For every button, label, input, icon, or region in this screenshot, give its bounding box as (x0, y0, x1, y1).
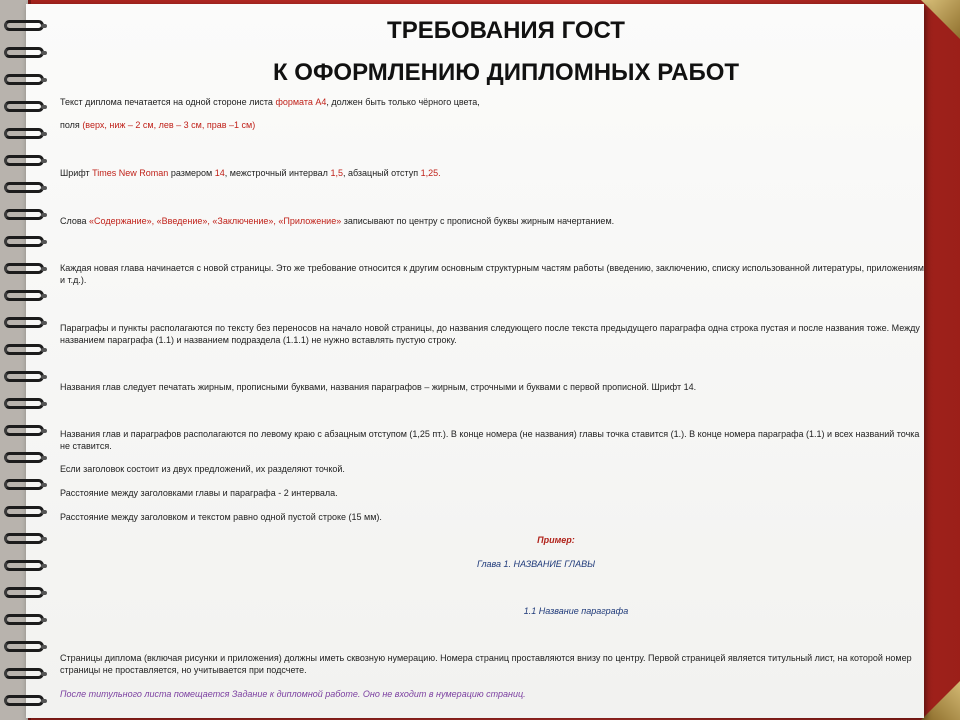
text: , межстрочный интервал (224, 168, 331, 178)
text: , должен быть только чёрного цвета, (326, 97, 480, 107)
highlight: Times New Roman (92, 168, 169, 178)
binding-ring (4, 506, 44, 517)
corner-tab-top (921, 0, 960, 42)
binding-ring (4, 20, 44, 31)
paragraph-format (60, 96, 900, 108)
text: поля (60, 120, 83, 130)
binding-ring (4, 371, 44, 382)
binding-ring (4, 398, 44, 409)
paragraph-spacing-text: Расстояние между заголовком и текстом равно одной пустой строке (15 мм). (60, 512, 382, 522)
highlight: 1,25. (420, 168, 441, 178)
text: размером (168, 168, 215, 178)
text: Шрифт (60, 168, 93, 178)
text: Слова (60, 216, 90, 226)
paragraph-headings (60, 215, 900, 227)
corner-tab-bottom (921, 678, 960, 720)
binding-ring (4, 236, 44, 247)
binding-ring (4, 695, 44, 706)
example-paragraph: 1.1 Название параграфа (523, 606, 629, 616)
binding-ring (4, 533, 44, 544)
paragraph-margins (60, 119, 900, 131)
binding-ring (4, 128, 44, 139)
paragraph-font (60, 167, 900, 179)
binding-ring (4, 155, 44, 166)
example-chapter: Глава 1. НАЗВАНИЕ ГЛАВЫ (476, 559, 596, 569)
binding-ring (4, 47, 44, 58)
page-title-line1: ТРЕБОВАНИЯ ГОСТ (387, 17, 625, 44)
text: Текст диплома печатается на одной стороне листа (60, 97, 276, 107)
binding-ring (4, 479, 44, 490)
paragraph-sections: Параграфы и пункты располагаются по тексту без переносов на начало новой страницы, до названия следующего после текста предыдущего параграфа одна строка пустая и после названия тоже. Между названием параграфа (1.1) и названием подраздела (1.1.1) не нужно вставлять пустую строку. (60, 323, 920, 345)
binding-ring (4, 317, 44, 328)
binding-ring (4, 344, 44, 355)
highlight: «Содержание», «Введение», «Заключение», «Приложение» (89, 216, 342, 226)
binding-ring (4, 209, 44, 220)
paragraph-title-style: Названия глав следует печатать жирным, прописными буквами, названия параграфов – жирным, строчными и буквами с первой прописной. Шрифт 14. (60, 382, 697, 392)
text: , абзацный отступ (342, 168, 421, 178)
example-label: Пример: (537, 535, 575, 545)
page-title-line2: К ОФОРМЛЕНИЮ ДИПЛОМНЫХ РАБОТ (272, 59, 740, 86)
text: записывают по центру с прописной буквы жирным начертанием. (341, 216, 615, 226)
highlight: формата А4 (275, 97, 327, 107)
binding-ring (4, 614, 44, 625)
binding-ring (4, 182, 44, 193)
binding-ring (4, 101, 44, 112)
binding-ring (4, 587, 44, 598)
spiral-binding (0, 0, 48, 720)
binding-ring (4, 452, 44, 463)
paragraph-assignment-note: После титульного листа помещается Задание к дипломной работе. Оно не входит в нумерацию страниц. (60, 689, 526, 699)
paragraph-two-sentences: Если заголовок состоит из двух предложений, их разделяют точкой. (60, 464, 345, 474)
binding-ring (4, 74, 44, 85)
notebook-page (26, 4, 924, 718)
paragraph-spacing-chapter: Расстояние между заголовками главы и параграфа - 2 интервала. (60, 488, 338, 498)
binding-ring (4, 425, 44, 436)
highlight: 14 (214, 168, 225, 178)
highlight: 1,5 (330, 168, 343, 178)
paragraph-title-position: Названия глав и параграфов располагаются по левому краю с абзацным отступом (1,25 пт.). В конце номера (не названия) главы точка ставится (1.). В конце номера параграфа (1.1) и всех названий точка не ставится. (60, 429, 920, 451)
paragraph-numbering: Страницы диплома (включая рисунки и приложения) должны иметь сквозную нумерацию. Номера страниц проставляются внизу по центру. Первой страницей является титульный лист, на которой номер страницы не проставляется, но учитывается при подсчете. (60, 653, 912, 675)
highlight: (верх, ниж – 2 см, лев – 3 см, прав –1 см) (82, 120, 256, 130)
binding-ring (4, 263, 44, 274)
paragraph-new-chapter: Каждая новая глава начинается с новой страницы. Это же требование относится к другим основным структурным частям работы (введению, заключению, списку использованной литературы, приложениям и т.д.). (60, 263, 924, 285)
binding-ring (4, 560, 44, 571)
binding-ring (4, 668, 44, 679)
binding-ring (4, 641, 44, 652)
binding-ring (4, 290, 44, 301)
